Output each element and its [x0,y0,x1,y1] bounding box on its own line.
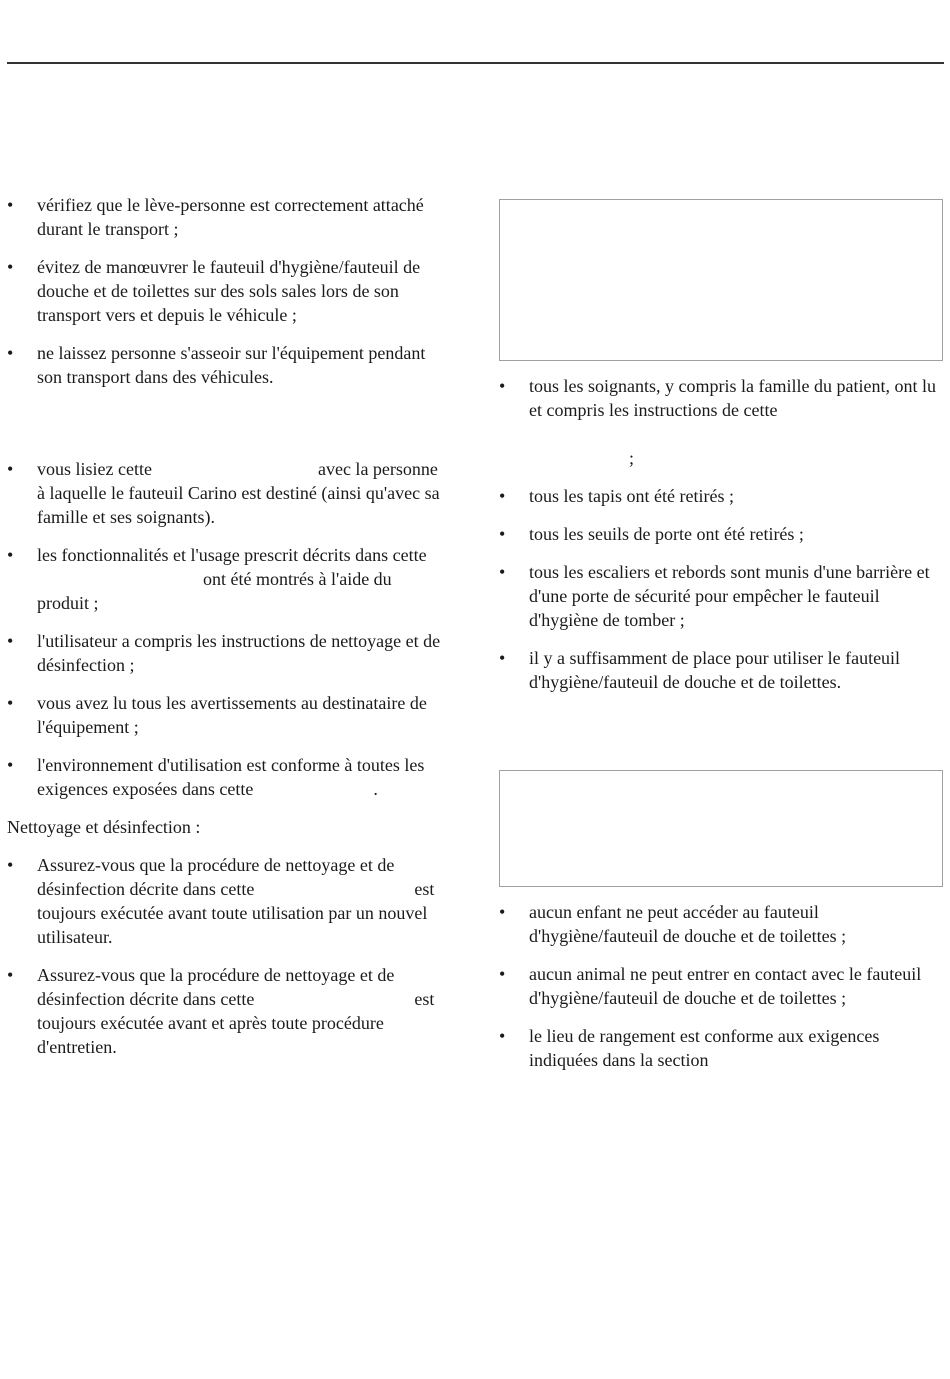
list-item: • tous les soignants, y compris la famille du patient, ont lu et compris les instructions de cette; [499,376,936,468]
list-item: • il y a suffisamment de place pour utiliser le fauteuil d'hygiène/fauteuil de douche et de toilettes. [499,648,901,692]
storage-list [499,900,944,1072]
list-item: • tous les tapis ont été retirés ; [499,486,734,506]
environment-list [499,374,944,694]
cleaning-list [7,853,447,1059]
bullet-icon: • [499,648,506,668]
list-item: • les fonctionnalités et l'usage prescrit décrits dans cetteont été montrés à l'aide du produit ; [7,545,427,613]
list-item: • vous lisiez cette avec la personne à laquelle le fauteuil Carino est destiné (ainsi qu'avec sa famille et ses soignants). [7,459,440,527]
checklist-list [7,457,447,801]
missing-heading-gap [7,403,447,457]
bullet-icon: • [7,965,14,985]
list-item: • Assurez-vous que la procédure de nettoyage et de désinfection décrite dans cette est toujours exécutée avant et après toute procédure d'entretien. [7,965,435,1057]
bullet-icon: • [499,562,506,582]
bullet-icon: • [499,902,506,922]
list-item: • tous les seuils de porte ont été retirés ; [499,524,804,544]
list-item: • aucun animal ne peut entrer en contact avec le fauteuil d'hygiène/fauteuil de douche et de toilettes ; [499,964,922,1008]
list-item: • ne laissez personne s'asseoir sur l'équipement pendant son transport dans des véhicules. [7,343,426,387]
right-column [499,199,944,1086]
list-item: • vérifiez que le lève-personne est correctement attaché durant le transport ; [7,195,424,239]
bullet-icon: • [7,343,14,363]
notice-box [499,199,943,361]
bullet-icon: • [7,855,14,875]
bullet-icon: • [499,524,506,544]
list-item: • tous les escaliers et rebords sont munis d'une barrière et d'une porte de sécurité pour empêcher le fauteuil d'hygiène de tomber ; [499,562,930,630]
bullet-icon: • [499,1026,506,1046]
bullet-icon: • [499,486,506,506]
missing-heading-gap [499,708,944,770]
list-item: • aucun enfant ne peut accéder au fauteuil d'hygiène/fauteuil de douche et de toilettes ; [499,902,847,946]
list-item: • évitez de manœuvrer le fauteuil d'hygiène/fauteuil de douche et de toilettes sur des sols sales lors de son transport vers et depuis le véhicule ; [7,257,421,325]
list-item: • l'utilisateur a compris les instructions de nettoyage et de désinfection ; [7,631,441,675]
transport-list [7,193,447,389]
bullet-icon: • [7,545,14,565]
notice-box [499,770,943,887]
bullet-icon: • [499,964,506,984]
bullet-icon: • [7,693,14,713]
header-rule [7,62,944,64]
bullet-icon: • [7,257,14,277]
left-column [7,193,447,1073]
bullet-icon: • [499,376,506,396]
list-item: • l'environnement d'utilisation est conforme à toutes les exigences exposées dans cette . [7,755,425,799]
list-item: • le lieu de rangement est conforme aux exigences indiquées dans la section [499,1026,880,1070]
bullet-icon: • [7,195,14,215]
bullet-icon: • [7,459,14,479]
list-item: • vous avez lu tous les avertissements au destinataire de l'équipement ; [7,693,427,737]
cleaning-heading: Nettoyage et désinfection : [7,817,201,837]
bullet-icon: • [7,631,14,651]
bullet-icon: • [7,755,14,775]
list-item: • Assurez-vous que la procédure de nettoyage et de désinfection décrite dans cette est toujours exécutée avant toute utilisation par un nouvel utilisateur. [7,855,435,947]
